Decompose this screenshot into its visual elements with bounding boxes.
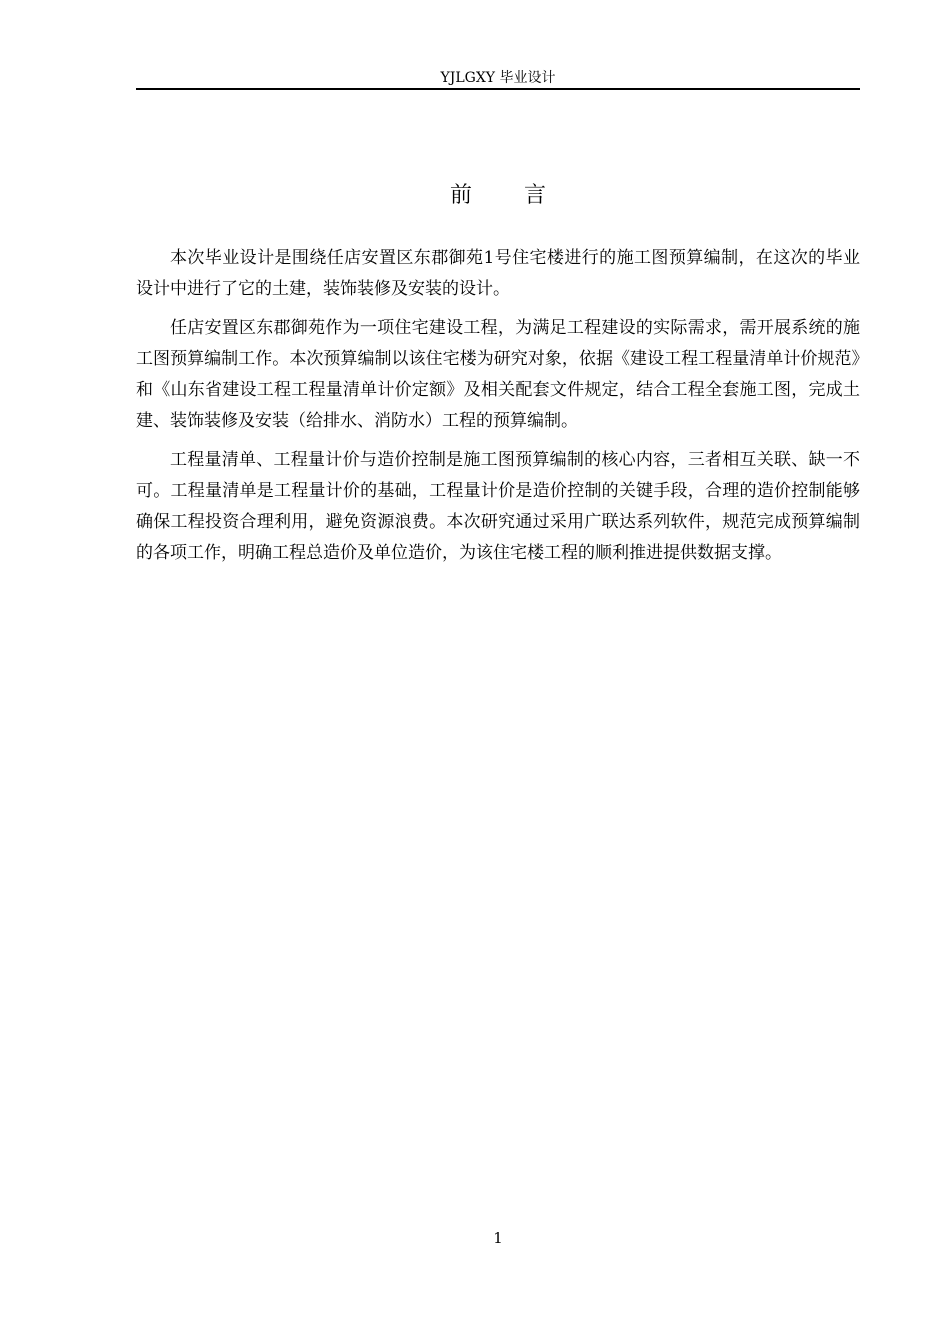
title-char-2: 言 <box>524 183 547 208</box>
title-char-1: 前 <box>449 183 472 208</box>
section-title <box>136 180 860 212</box>
header-rule <box>136 88 860 90</box>
page-number: 1 <box>493 1229 503 1247</box>
preface-body <box>136 243 860 577</box>
paragraph: 本次毕业设计是围绕任店安置区东郡御苑1号住宅楼进行的施工图预算编制，在这次的毕业设计中进行了它的土建，装饰装修及安装的设计。 <box>136 248 860 299</box>
paragraph: 工程量清单、工程量计价与造价控制是施工图预算编制的核心内容，三者相互关联、缺一不可。工程量清单是工程量计价的基础，工程量计价是造价控制的关键手段，合理的造价控制能够确保工程投资合理利用，避免资源浪费。本次研究通过采用广联达系列软件，规范完成预算编制的各项工作，明确工程总造价及单位造价，为该住宅楼工程的顺利推进提供数据支撑。 <box>136 450 860 563</box>
paragraph: 任店安置区东郡御苑作为一项住宅建设工程，为满足工程建设的实际需求，需开展系统的施工图预算编制工作。本次预算编制以该住宅楼为研究对象，依据《建设工程工程量清单计价规范》和《山东省建设工程工程量清单计价定额》及相关配套文件规定，结合工程全套施工图，完成土建、装饰装修及安装（给排水、消防水）工程的预算编制。 <box>136 318 860 431</box>
page-header: YJLGXY 毕业设计 <box>440 70 556 86</box>
